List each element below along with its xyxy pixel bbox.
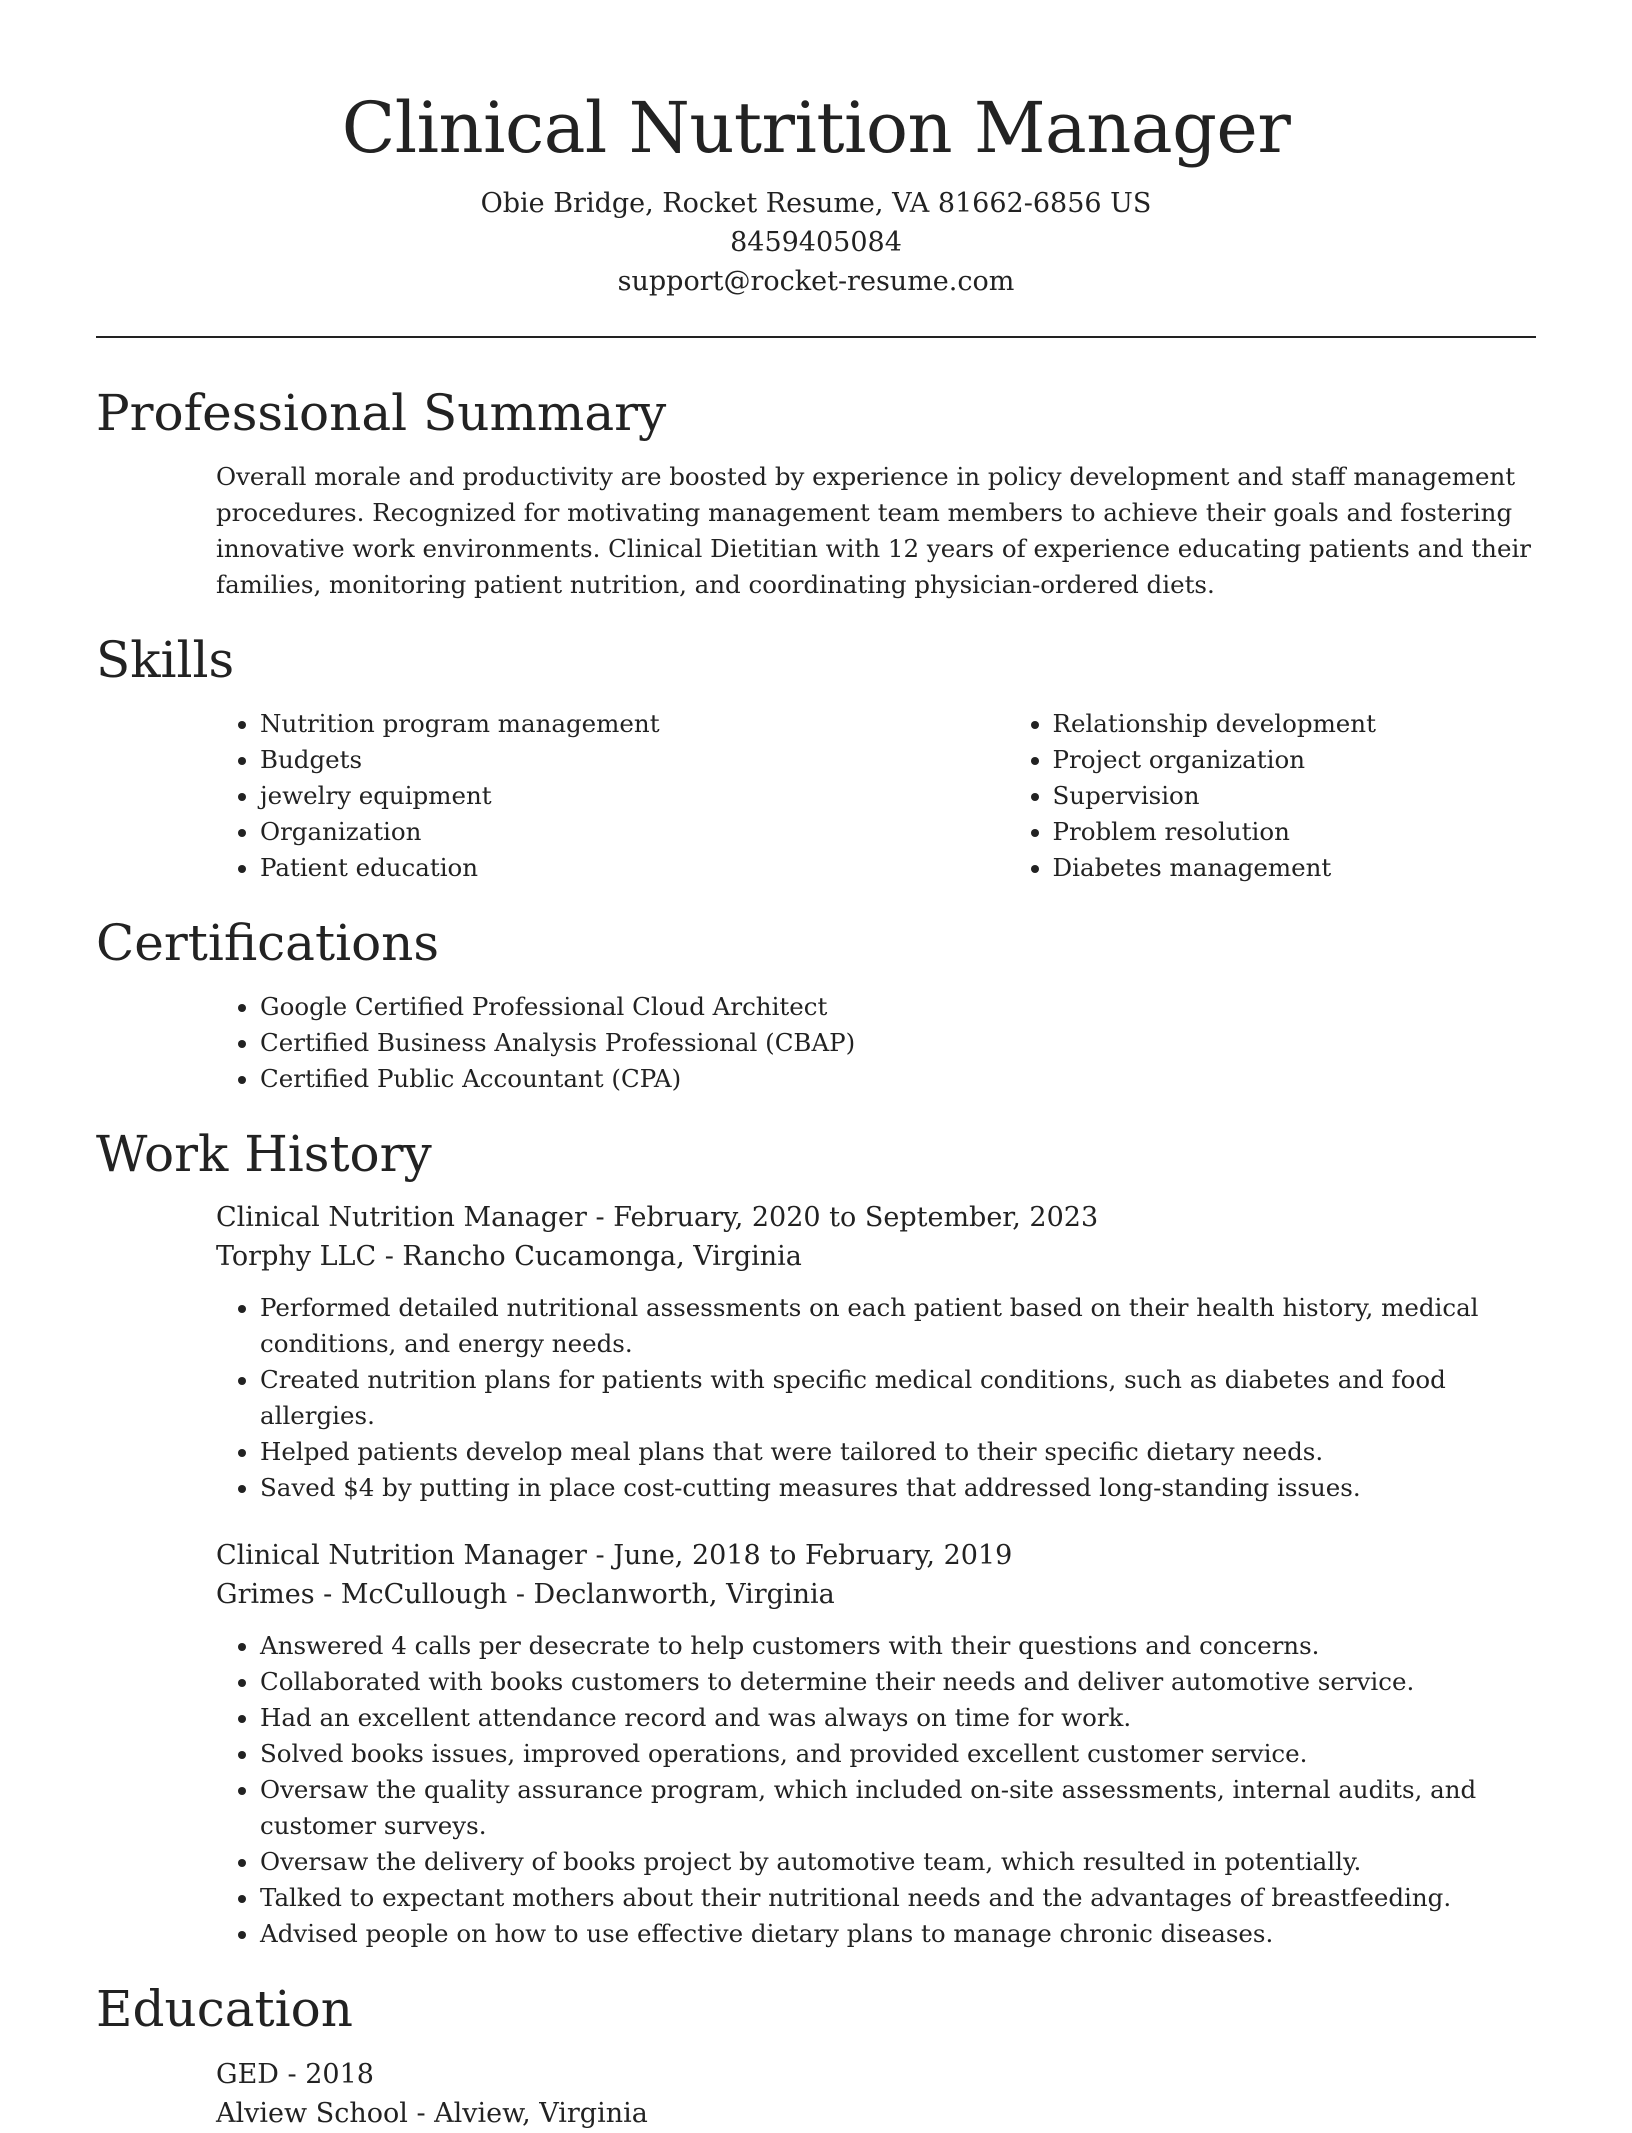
- job-company-line: Torphy LLC - Rancho Cucamonga, Virginia: [216, 1241, 802, 1272]
- contact-email: support@rocket-resume.com: [617, 266, 1015, 297]
- contact-block: [96, 184, 1536, 301]
- job-dates: June, 2018 to February, 2019: [613, 1540, 1013, 1571]
- contact-phone: 8459405084: [730, 227, 902, 258]
- summary-text: Overall morale and productivity are boosted by experience in policy development and staff management procedures. Recognized for motivating management team members to achieve their goals and fostering innovative work environments. Clinical Dietitian with 12 years of experience educating patients and their families, monitoring patient nutrition, and coordinating physician-ordered diets.: [216, 462, 1532, 599]
- job-location: Declanworth, Virginia: [533, 1579, 835, 1610]
- job-duty-item: • Collaborated with books customers to determine their needs and deliver automotive service.: [260, 1664, 1536, 1700]
- education-entry: [96, 2055, 1536, 2133]
- job-entry: [96, 1536, 1536, 1952]
- job-duty-item: • Answered 4 calls per desecrate to help customers with their questions and concerns.: [260, 1628, 1536, 1664]
- job-duty-item: • Oversaw the delivery of books project by automotive team, which resulted in potentially.: [260, 1844, 1536, 1880]
- job-entry: [96, 1198, 1536, 1506]
- resume-name: Clinical Nutrition Manager: [341, 87, 1291, 169]
- skill-item: • Diabetes management: [1053, 850, 1536, 886]
- contact-address: Obie Bridge, Rocket Resume, VA 81662-6856 US: [480, 188, 1152, 219]
- skill-item: • Organization: [260, 814, 889, 850]
- job-company: Grimes - McCullough: [216, 1579, 508, 1610]
- skill-item: • Relationship development: [1053, 706, 1536, 742]
- job-company: Torphy LLC: [216, 1241, 377, 1272]
- job-duty-item: • Advised people on how to use effective dietary plans to manage chronic diseases.: [260, 1916, 1536, 1952]
- header-divider: [96, 336, 1536, 338]
- skill-item: • jewelry equipment: [260, 778, 889, 814]
- resume-page: [96, 0, 1536, 2133]
- education-heading: Education: [96, 1980, 353, 2038]
- job-duty-item: • Solved books issues, improved operations, and provided excellent customer service.: [260, 1736, 1536, 1772]
- skill-item: • Budgets: [260, 742, 889, 778]
- skill-item: • Problem resolution: [1053, 814, 1536, 850]
- job-company-line: Grimes - McCullough - Declanworth, Virginia: [216, 1579, 835, 1610]
- job-location: Rancho Cucamonga, Virginia: [402, 1241, 802, 1272]
- work-history-heading: Work History: [96, 1125, 432, 1183]
- education-year: 2018: [305, 2059, 374, 2090]
- education-location: Alview, Virginia: [434, 2098, 648, 2129]
- skill-item: • Patient education: [260, 850, 889, 886]
- job-duty-item: • Talked to expectant mothers about their nutritional needs and the advantages of breastfeeding.: [260, 1880, 1536, 1916]
- job-duty-item: • Oversaw the quality assurance program, which included on-site assessments, internal audits, and customer surveys.: [260, 1772, 1536, 1844]
- skills-heading: Skills: [96, 631, 235, 689]
- certifications-heading: Certifications: [96, 914, 440, 972]
- skills-column-left: [96, 706, 889, 886]
- job-dates: February, 2020 to September, 2023: [613, 1202, 1099, 1233]
- job-title-line: Clinical Nutrition Manager - February, 2020 to September, 2023: [216, 1202, 1099, 1233]
- skill-item: • Nutrition program management: [260, 706, 889, 742]
- skill-item: • Supervision: [1053, 778, 1536, 814]
- job-duty-item: • Had an excellent attendance record and was always on time for work.: [260, 1700, 1536, 1736]
- job-duty-item: • Saved $4 by putting in place cost-cutting measures that addressed long-standing issues.: [260, 1470, 1536, 1506]
- job-title-line: Clinical Nutrition Manager - June, 2018 to February, 2019: [216, 1540, 1013, 1571]
- job-duty-item: • Performed detailed nutritional assessments on each patient based on their health history, medical conditions, and energy needs.: [260, 1290, 1536, 1362]
- skills-list: [96, 706, 1536, 886]
- summary-heading: Professional Summary: [96, 384, 667, 442]
- education-school: Alview School: [216, 2098, 408, 2129]
- certification-item: • Certified Business Analysis Professional (CBAP): [260, 1025, 1536, 1061]
- job-duties: [96, 1290, 1536, 1506]
- skill-item: • Project organization: [1053, 742, 1536, 778]
- education-degree: GED: [216, 2059, 279, 2090]
- certification-item: • Google Certified Professional Cloud Architect: [260, 989, 1536, 1025]
- job-duty-item: • Created nutrition plans for patients with specific medical conditions, such as diabetes and food allergies.: [260, 1362, 1536, 1434]
- skills-column-right: [889, 706, 1536, 886]
- education-degree-line: GED - 2018: [216, 2059, 374, 2090]
- job-role: Clinical Nutrition Manager: [216, 1202, 587, 1233]
- job-duties: [96, 1628, 1536, 1952]
- certification-item: • Certified Public Accountant (CPA): [260, 1061, 1536, 1097]
- job-role: Clinical Nutrition Manager: [216, 1540, 587, 1571]
- job-duty-item: • Helped patients develop meal plans that were tailored to their specific dietary needs.: [260, 1434, 1536, 1470]
- certifications-list: [96, 989, 1536, 1097]
- education-school-line: Alview School - Alview, Virginia: [216, 2098, 648, 2129]
